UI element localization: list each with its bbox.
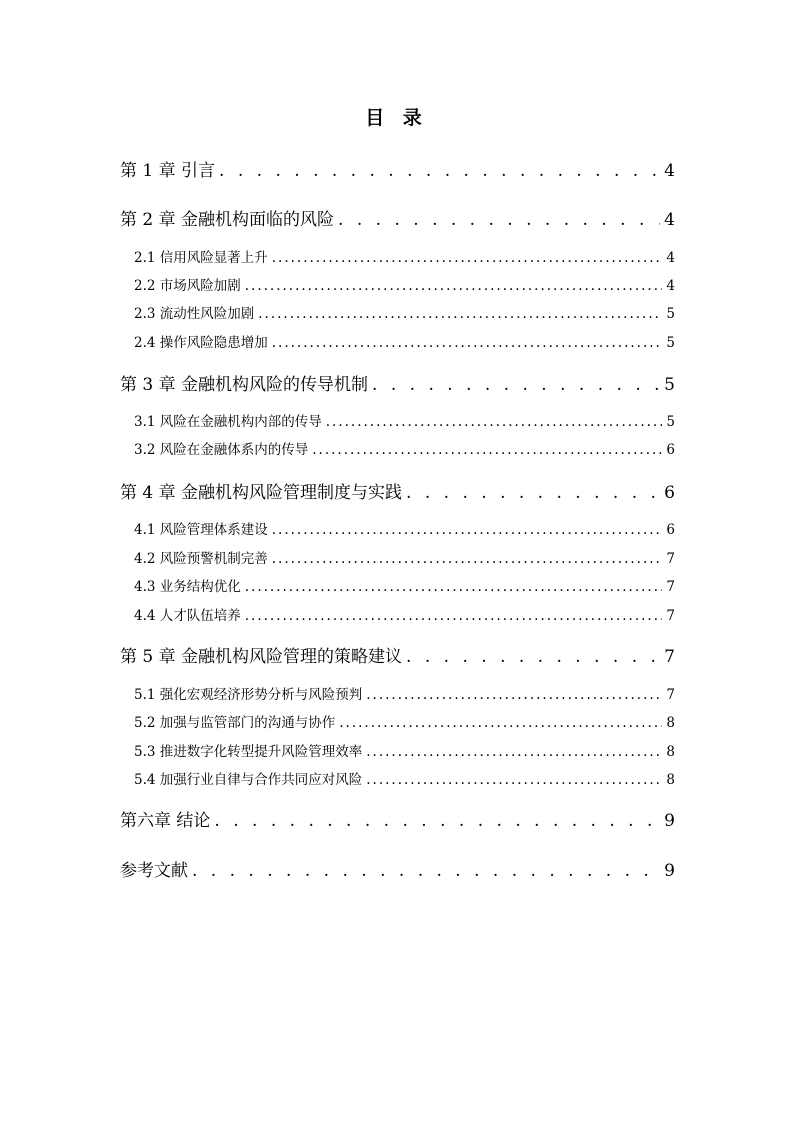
toc-entry-label: 第 5 章 金融机构风险管理的策略建议 <box>120 647 403 667</box>
toc-dot-leader <box>219 161 660 181</box>
toc-entry[interactable] <box>134 683 675 703</box>
toc-dot-leader <box>272 551 663 567</box>
toc-dot-leader <box>338 210 660 230</box>
toc-entry[interactable] <box>134 711 675 731</box>
toc-dot-leader <box>245 608 663 624</box>
toc-entry[interactable] <box>134 547 675 567</box>
toc-dot-leader <box>366 687 662 703</box>
toc-page-number: 9 <box>664 861 675 881</box>
toc-page-number: 4 <box>666 250 675 266</box>
toc-entry[interactable] <box>134 410 675 430</box>
toc-entry-label: 4.3 业务结构优化 <box>134 579 241 595</box>
toc-dot-leader <box>272 335 663 351</box>
toc-entry-label: 5.2 加强与监管部门的沟通与协作 <box>134 715 336 731</box>
toc-page-number: 4 <box>664 210 675 230</box>
toc-entry-label: 第 2 章 金融机构面临的风险 <box>120 210 335 230</box>
toc-entry[interactable] <box>134 740 675 760</box>
toc-dot-leader <box>312 442 662 458</box>
toc-dot-leader <box>214 811 660 831</box>
toc-dot-leader <box>366 772 662 788</box>
toc-entry[interactable] <box>134 331 675 351</box>
toc-entry-label: 2.3 流动性风险加剧 <box>134 306 255 322</box>
toc-page-number: 5 <box>666 306 675 322</box>
toc-page-number: 7 <box>666 579 675 595</box>
toc-entry-label: 4.1 风险管理体系建设 <box>134 522 268 538</box>
toc-dot-leader <box>258 306 662 322</box>
toc-entry-label: 2.2 市场风险加剧 <box>134 278 241 294</box>
toc-page-number: 7 <box>666 551 675 567</box>
toc-entry[interactable] <box>120 370 675 395</box>
toc-entry[interactable] <box>120 806 675 831</box>
toc-page-number: 8 <box>666 715 675 731</box>
toc-page-number: 8 <box>666 772 675 788</box>
toc-page-number: 5 <box>666 335 675 351</box>
toc-dot-leader <box>339 715 662 731</box>
toc-dot-leader <box>406 483 660 503</box>
toc-page-number: 6 <box>666 442 675 458</box>
toc-entry-label: 3.1 风险在金融机构内部的传导 <box>134 414 322 430</box>
toc-entry[interactable] <box>134 302 675 322</box>
toc-page-number: 4 <box>664 161 675 181</box>
toc-entry-label: 第 4 章 金融机构风险管理制度与实践 <box>120 483 403 503</box>
toc-entry[interactable] <box>134 575 675 595</box>
toc-page-number: 6 <box>664 483 675 503</box>
toc-entry[interactable] <box>120 156 675 181</box>
toc-dot-leader <box>192 861 660 881</box>
toc-entry[interactable] <box>134 274 675 294</box>
toc-page-number: 7 <box>666 608 675 624</box>
toc-entry-label: 5.1 强化宏观经济形势分析与风险预判 <box>134 687 363 703</box>
toc-entry[interactable] <box>120 642 675 667</box>
toc-page-number: 7 <box>664 647 675 667</box>
toc-entry[interactable] <box>134 518 675 538</box>
toc-dot-leader <box>372 375 660 395</box>
toc-page-number: 8 <box>666 744 675 760</box>
toc-dot-leader <box>245 278 663 294</box>
toc-page-number: 5 <box>666 414 675 430</box>
toc-entry-label: 5.4 加强行业自律与合作共同应对风险 <box>134 772 363 788</box>
toc-entry-label: 参考文献 <box>120 861 188 881</box>
toc-entry[interactable] <box>134 604 675 624</box>
toc-entry-label: 第 1 章 引言 <box>120 161 216 181</box>
toc-entry-label: 2.1 信用风险显著上升 <box>134 250 268 266</box>
toc-entry[interactable] <box>134 438 675 458</box>
toc-entry[interactable] <box>120 856 675 881</box>
toc-dot-leader <box>326 414 663 430</box>
toc-entry[interactable] <box>134 768 675 788</box>
toc-title: 目 录 <box>365 107 428 129</box>
toc-dot-leader <box>272 250 663 266</box>
toc-entry-label: 2.4 操作风险隐患增加 <box>134 335 268 351</box>
toc-page-number: 5 <box>664 375 675 395</box>
toc-page-number: 4 <box>666 278 675 294</box>
toc-entry-label: 第 3 章 金融机构风险的传导机制 <box>120 375 369 395</box>
toc-page-number: 6 <box>666 522 675 538</box>
toc-dot-leader <box>406 647 660 667</box>
toc-entry-label: 5.3 推进数字化转型提升风险管理效率 <box>134 744 363 760</box>
toc-entry[interactable] <box>120 478 675 503</box>
toc-entry[interactable] <box>120 205 675 230</box>
toc-entry-label: 第六章 结论 <box>120 811 211 831</box>
toc-entry[interactable] <box>134 246 675 266</box>
toc-page-number: 7 <box>666 687 675 703</box>
toc-page-number: 9 <box>664 811 675 831</box>
toc-dot-leader <box>245 579 663 595</box>
toc-dot-leader <box>366 744 662 760</box>
toc-dot-leader <box>272 522 663 538</box>
toc-entry-label: 4.2 风险预警机制完善 <box>134 551 268 567</box>
toc-entry-label: 3.2 风险在金融体系内的传导 <box>134 442 309 458</box>
toc-entry-label: 4.4 人才队伍培养 <box>134 608 241 624</box>
